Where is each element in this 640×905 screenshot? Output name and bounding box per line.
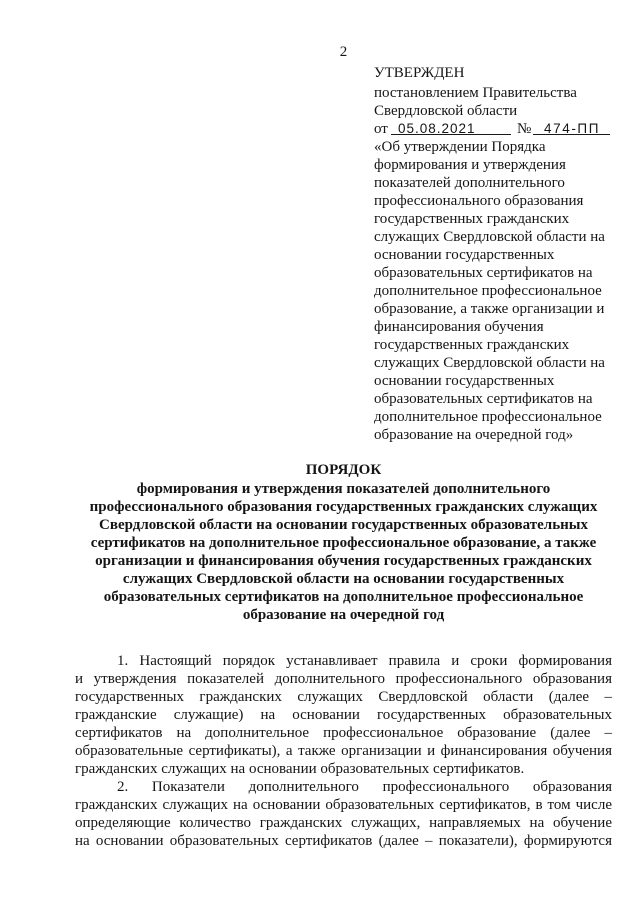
resolution-title-line: служащих Свердловской области на	[374, 355, 605, 371]
paragraph-line: 1. Настоящий порядок устанавливает правила и сроки формирования	[117, 653, 612, 669]
paragraph-line: на основании образовательных сертификатов (далее – показатели), формируются	[75, 833, 612, 849]
approval-date-line	[374, 120, 624, 138]
approval-block	[374, 64, 624, 444]
resolution-title-line: образование, а также организации и	[374, 301, 605, 317]
paragraph-2	[75, 778, 612, 850]
resolution-title-line: формирования и утверждения	[374, 157, 566, 173]
paragraph-line: гражданских служащих на основании образовательных сертификатов, в том числе	[75, 797, 612, 813]
approval-region-line: Свердловской области	[374, 103, 518, 119]
resolution-title-line: основании государственных	[374, 373, 555, 389]
approval-title: УТВЕРЖДЕН	[374, 65, 465, 81]
document-subtitle-line: формирования и утверждения показателей дополнительного	[136, 481, 551, 497]
resolution-title-line: образовательных сертификатов на	[374, 265, 593, 281]
document-subtitle-line: образование на очередной год	[242, 607, 445, 623]
resolution-title-line: финансирования обучения	[374, 319, 544, 335]
document-subtitle-line: служащих Свердловской области на основании государственных	[122, 571, 565, 587]
paragraph-line: государственных гражданских служащих Свердловской области (далее –	[75, 689, 612, 705]
resolution-title-line: дополнительное профессиональное	[374, 283, 602, 299]
approval-date-value: 05.08.2021	[398, 121, 476, 136]
approval-date-prefix: от	[374, 121, 388, 137]
resolution-title-line: государственных гражданских	[374, 337, 570, 353]
document-subtitle-line: профессионального образования государственных гражданских служащих	[89, 499, 598, 515]
paragraph-line: сертификатов на дополнительное профессиональное образование (далее –	[75, 725, 612, 741]
resolution-title-line: дополнительное профессиональное	[374, 409, 602, 425]
document-subtitle-line: образовательных сертификатов на дополнительное профессиональное	[103, 589, 584, 605]
approval-authority-line: постановлением Правительства	[374, 85, 577, 101]
paragraph-line: и утверждения показателей дополнительного профессионального образования	[75, 671, 612, 687]
approval-date-underline	[391, 120, 511, 135]
paragraph-line: гражданские служащие) на основании государственных образовательных	[75, 707, 612, 723]
page-number: 2	[339, 44, 348, 60]
document-subtitle-line: организации и финансирования обучения государственных гражданских	[95, 553, 592, 569]
approval-number-value: 474-ПП	[544, 121, 601, 136]
approval-number-prefix: №	[517, 121, 532, 137]
document-title: ПОРЯДОК	[305, 462, 382, 478]
paragraph-line: определяющие количество гражданских служащих, направляемых на обучение	[75, 815, 612, 831]
resolution-title-line: государственных гражданских	[374, 211, 570, 227]
resolution-title-line: образование на очередной год»	[374, 427, 574, 443]
resolution-title-line: профессионального образования	[374, 193, 584, 209]
paragraph-line: образовательные сертификаты), а также организации и финансирования обучения	[75, 743, 612, 759]
paragraph-1	[75, 652, 612, 778]
paragraph-line: гражданских служащих на основании образовательных сертификатов.	[75, 761, 525, 777]
document-body	[75, 652, 612, 850]
paragraph-line: 2. Показатели дополнительного профессионального образования	[117, 779, 612, 795]
resolution-title-line: показателей дополнительного	[374, 175, 565, 191]
document-subtitle-line: сертификатов на дополнительное профессиональное образование, а также	[90, 535, 597, 551]
document-heading	[75, 461, 612, 624]
approval-number-underline	[533, 120, 610, 135]
resolution-title-line: основании государственных	[374, 247, 555, 263]
resolution-title-line: образовательных сертификатов на	[374, 391, 593, 407]
resolution-title-line: «Об утверждении Порядка	[374, 139, 546, 155]
resolution-title-line: служащих Свердловской области на	[374, 229, 605, 245]
document-subtitle-line: Свердловской области на основании государственных образовательных	[99, 517, 588, 533]
